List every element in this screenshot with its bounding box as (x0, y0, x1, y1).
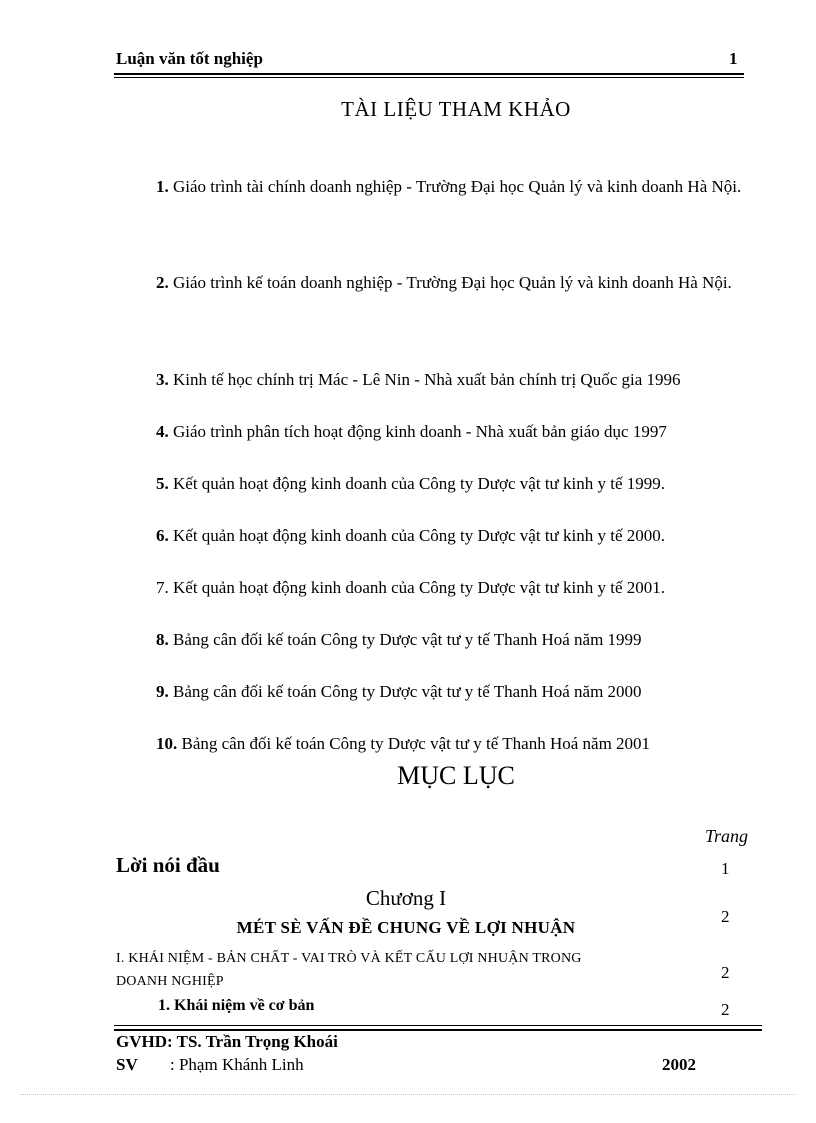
reference-item: 9. Bảng cân đối kế toán Công ty Dược vật tư y tế Thanh Hoá năm 2000 (156, 682, 642, 701)
reference-item: 6. Kết quản hoạt động kinh doanh của Công ty Dược vật tư kinh y tế 2000. (156, 526, 666, 545)
footer-student-name: : Phạm Khánh Linh (170, 1055, 304, 1074)
header-rule (114, 73, 744, 75)
reference-item: 10. Bảng cân đối kế toán Công ty Dược vật tư y tế Thanh Hoá năm 2001 (156, 734, 651, 753)
reference-item: 2. Giáo trình kế toán doanh nghiệp - Trường Đại học Quản lý và kinh doanh Hà Nội. (156, 273, 732, 292)
reference-item: 1. Giáo trình tài chính doanh nghiệp - Trường Đại học Quản lý và kinh doanh Hà Nội. (156, 177, 742, 196)
header-rule-thin (114, 77, 744, 78)
reference-item: 7. Kết quản hoạt động kinh doanh của Công ty Dược vật tư kinh y tế 2001. (156, 578, 666, 597)
page-number: 1 (729, 49, 738, 68)
toc-page-column-label: Trang (705, 826, 749, 846)
footer-rule-thin (114, 1025, 762, 1026)
toc-page-number: 2 (721, 907, 730, 926)
references-heading: TÀI LIỆU THAM KHẢO (341, 97, 571, 121)
reference-item: 5. Kết quản hoạt động kinh doanh của Công ty Dược vật tư kinh y tế 1999. (156, 474, 666, 493)
footer-supervisor: GVHD: TS. Trần Trọng Khoái (116, 1032, 338, 1051)
page-edge-divider (20, 1094, 796, 1095)
reference-item: 8. Bảng cân đối kế toán Công ty Dược vật tư y tế Thanh Hoá năm 1999 (156, 630, 642, 649)
toc-chapter-subtitle: MÉT SÈ VẤN ĐỀ CHUNG VỀ LỢI NHUẬN (236, 918, 576, 937)
reference-item: 3. Kinh tế học chính trị Mác - Lê Nin - Nhà xuất bản chính trị Quốc gia 1996 (156, 370, 681, 389)
toc-entry-intro: Lời nói đầu (116, 853, 220, 877)
footer-student-label: SV (116, 1055, 138, 1074)
toc-section-line: DOANH NGHIỆP (116, 974, 224, 989)
toc-page-number: 2 (721, 1000, 730, 1019)
toc-page-number: 2 (721, 963, 730, 982)
toc-page-number: 1 (721, 859, 730, 878)
running-header-title: Luận văn tốt nghiệp (116, 49, 263, 68)
toc-heading: MỤC LỤC (397, 761, 515, 790)
footer-rule (114, 1029, 762, 1031)
toc-subsection: 1. Khái niệm về cơ bản (158, 997, 315, 1014)
toc-chapter-title: Chương I (365, 886, 447, 910)
reference-item: 4. Giáo trình phân tích hoạt động kinh doanh - Nhà xuất bản giáo dục 1997 (156, 422, 667, 441)
toc-section-line: I. KHÁI NIỆM - BẢN CHẤT - VAI TRÒ VÀ KẾT CẤU LỢI NHUẬN TRONG (116, 951, 582, 966)
footer-year: 2002 (662, 1055, 696, 1074)
